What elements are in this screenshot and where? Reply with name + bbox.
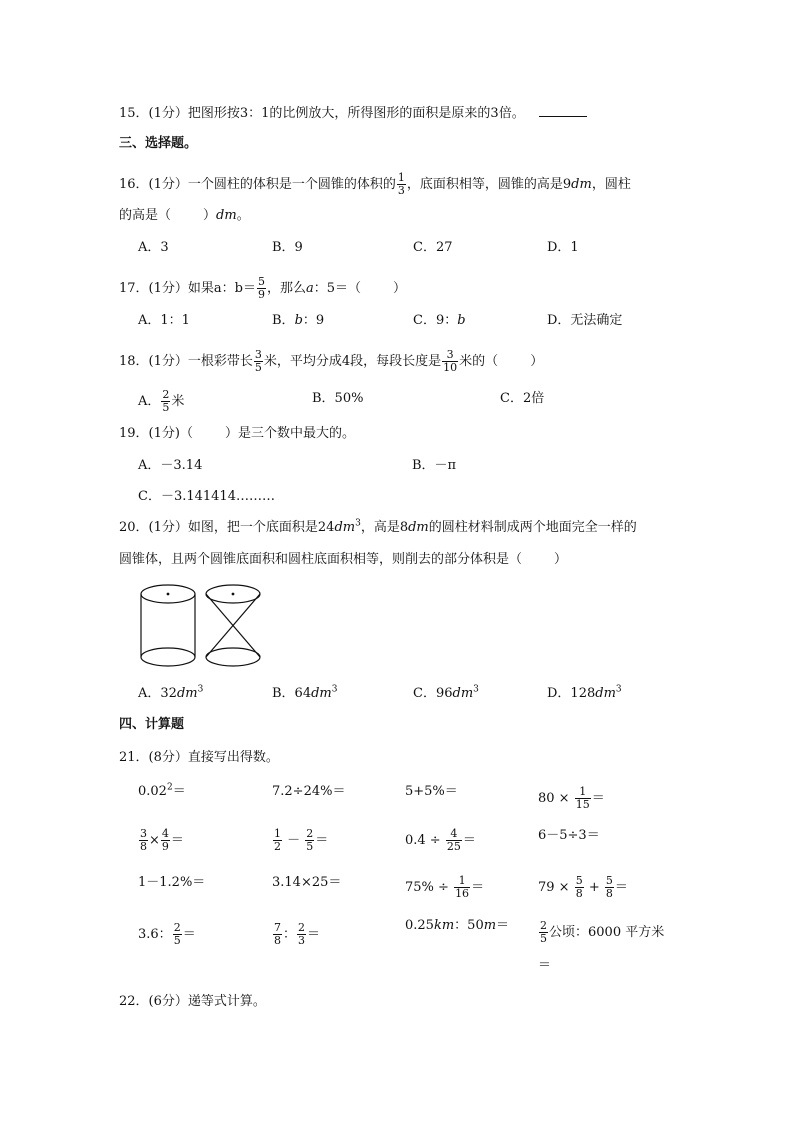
answer-blank[interactable] [539,104,587,117]
fraction: $\frac{1}{3}$ [397,171,405,197]
calc-item: $\frac{3}{8}$ × $\frac{4}{9}$ ＝ [140,827,184,853]
question-21-text: 21．(8分）直接写出得数。 [119,750,279,765]
section-title-choice: 三、选择题。 [119,136,198,151]
calc-item: 5+5%＝ [405,784,458,799]
section-title-calc: 四、计算题 [119,717,185,732]
q18-option-b[interactable]: B．50% [312,391,364,406]
q17-option-c[interactable]: C．9：b [413,313,466,328]
calc-item: $\frac{7}{8}$ ： $\frac{2}{3}$ ＝ [274,921,321,947]
calc-item: 79 × $\frac{5}{8}$ + $\frac{5}{8}$ ＝ [538,874,628,900]
fraction: $\frac{5}{9}$ [257,275,265,301]
q17-option-d[interactable]: D．无法确定 [547,313,623,328]
cylinder-cone-figure [138,584,266,670]
cylinder-diagram [141,585,195,666]
q20-option-c[interactable]: C．$96dm^3$ [413,684,479,701]
q20-option-d[interactable]: D．$128dm^3$ [547,684,622,701]
calc-item: 0.4 ÷ $\frac{4}{25}$ ＝ [405,827,476,853]
calc-item: 7.2÷24%＝ [272,784,346,799]
question-19: 19．(1分)（ ）是三个数中最大的。 [119,426,355,441]
question-18: 18．(1分）一根彩带长 $\frac{3}{5}$ 米，平均分成4段，每段长度是 $\frac{3}{10}$ 米的（ ） [119,348,544,374]
q16-option-d[interactable]: D．1 [547,240,579,255]
calc-item: $\frac{1}{2}$ － $\frac{2}{5}$ ＝ [274,827,329,853]
q16-option-a[interactable]: A．3 [138,240,169,255]
calc-item: 3.14×25＝ [272,875,342,890]
q20-option-a[interactable]: A．$32dm^3$ [138,684,204,701]
fraction: $\frac{2}{5}$ [162,388,170,414]
q18-option-a[interactable]: A． $\frac{2}{5}$ 米 [138,388,185,414]
calc-item: 1－1.2%＝ [138,875,206,890]
question-16-text: 16．(1分）一个圆柱的体积是一个圆锥的体积的 [119,177,396,192]
question-17-text: 17．(1分）如果a：b＝ [119,281,256,296]
question-18-text: 18．(1分）一根彩带长 [119,354,253,369]
question-16-line2: 的高是（ ）dm。 [119,208,250,223]
fraction: $\frac{3}{10}$ [443,348,458,374]
q18-option-c[interactable]: C．2倍 [500,391,545,406]
question-22-text: 22．(6分）递等式计算。 [119,994,266,1009]
question-20: 20．(1分）如图，把一个底面积是$24dm^3$，高是8dm的圆柱材料制成两个地面完全一样的 [119,518,637,535]
question-17: 17．(1分）如果a：b＝ $\frac{5}{9}$ ，那么a：5＝（ ） [119,275,407,301]
question-15 [119,104,587,122]
q19-option-c[interactable]: C．－3.141414……… [138,489,275,504]
q19-option-b[interactable]: B．－π [412,458,457,473]
q17-option-b[interactable]: B．b：9 [272,313,325,328]
calc-item: $\frac{2}{5}$ 公顷：6000 平方米 [540,919,665,945]
q17-option-a[interactable]: A．1：1 [138,313,190,328]
question-15-text: 15．(1分）把图形按3：1的比例放大，所得图形的面积是原来的3倍。 [119,106,525,121]
calc-item: 75% ÷ $\frac{1}{16}$ ＝ [405,874,485,900]
q20-option-b[interactable]: B．$64dm^3$ [272,684,338,701]
question-20-line2: 圆锥体，且两个圆锥底面积和圆柱底面积相等，则削去的部分体积是（ ） [119,552,568,567]
question-20-text: 20．(1分）如图，把一个底面积是24 [119,520,335,535]
calc-item: 6－5÷3＝ [538,828,600,843]
calc-item: 0.25km：50m＝ [405,918,510,933]
q19-option-a[interactable]: A．－3.14 [138,458,203,473]
question-19-text: 19．(1分)（ [119,426,193,441]
calc-item-eq: ＝ [538,958,552,973]
double-cone-diagram [206,585,260,666]
calc-item: 80 × $\frac{1}{15}$ ＝ [538,785,605,811]
calc-item: 3.6： $\frac{2}{5}$ ＝ [138,921,196,947]
fraction: $\frac{3}{5}$ [254,348,262,374]
question-16: 16．(1分）一个圆柱的体积是一个圆锥的体积的 $\frac{1}{3}$ ，底面积相等，圆锥的高是9dm，圆柱 [119,171,631,197]
q16-option-b[interactable]: B．9 [272,240,303,255]
q16-option-c[interactable]: C．27 [413,240,453,255]
calc-item: $0.02^2=$ [138,782,186,799]
